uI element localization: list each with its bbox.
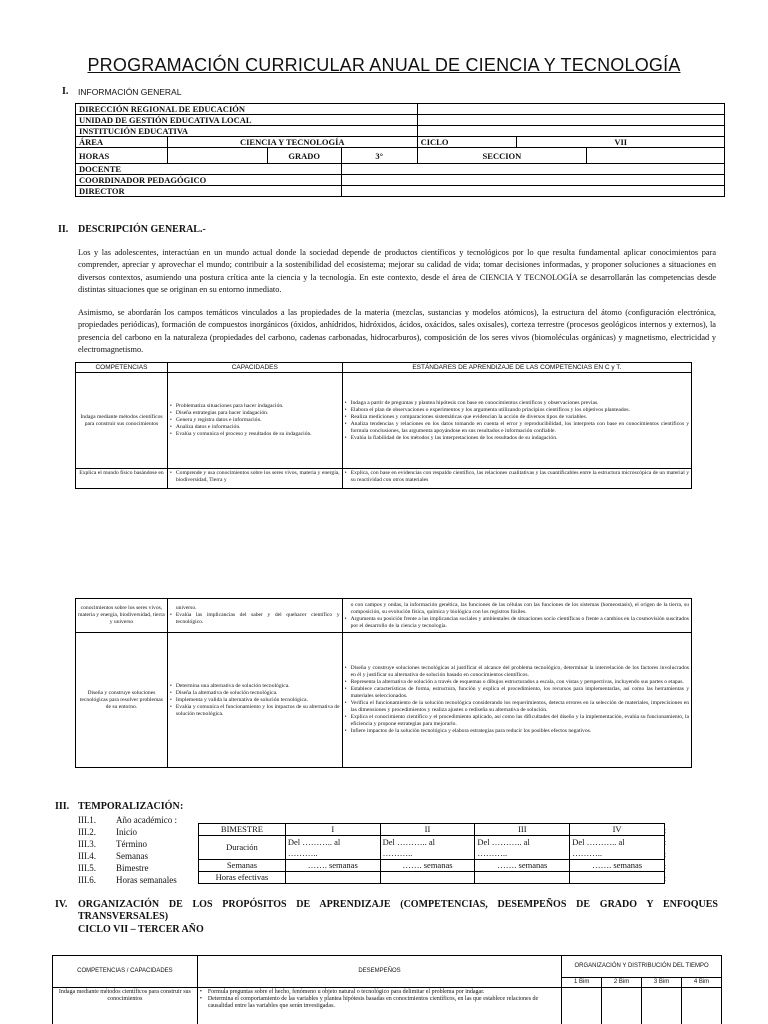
horas-cell-1[interactable] [285, 872, 380, 884]
competencies-table-continued [75, 598, 692, 768]
ciclo-label: CICLO [417, 137, 517, 148]
section-4-subheading: CICLO VII – TERCER AÑO [78, 924, 204, 935]
competencia-disena: Diseña y construye soluciones tecnológicas para resolver problemas de su entorno. [76, 633, 168, 768]
estandares-list-indaga [345, 400, 689, 442]
item-label: Horas semanales [116, 875, 177, 885]
dots-text: ……….. [287, 847, 318, 858]
estandares-list-disena [345, 665, 689, 735]
del-text: Del ……….. al [287, 836, 341, 847]
section-3-heading: TEMPORALIZACIÓN [78, 801, 180, 812]
header-desempenos: DESEMPEÑOS [197, 956, 561, 988]
dre-label: DIRECCIÓN REGIONAL DE EDUCACIÓN [76, 104, 418, 115]
del-text: Del ……….. al [572, 836, 625, 847]
list-item: • Determina una alternativa de solución tecnológica. [170, 683, 340, 690]
header-bim-3: 3 Bim [642, 978, 682, 988]
director-value[interactable] [341, 186, 724, 197]
grado-value: 3° [341, 148, 417, 164]
item-label: Semanas [116, 851, 148, 861]
list-item: • Implementa y valida la alternativa de solución tecnológica. [170, 697, 340, 704]
capacidades-list-explica-cont [170, 612, 340, 626]
description-paragraph-2: Asimismo, se abordarán los campos temáticos vinculados a las propiedades de la materia (mezclas, sustancias y modelos atómicos), la estructura del átomo (configuración electrónica, propiedades periódicas), formación de compuestos inorgánicos (óxidos, anhídridos, hidróxidos, ácidos, oxácidos, sales oxisales), corteza terrestre (procesos geológicos internos y externos), la presencia del carbono en la naturaleza (propiedades del carbono, cadenas carbonadas, hidrocarburos), composición de los seres vivos (biomoléculas orgánicas) y magnetismo, electricidad y electromagnetismo. [78, 308, 716, 354]
dre-value[interactable] [417, 104, 724, 115]
list-item: • Representa la alternativa de solución a través de esquemas o dibujos estructurados a escala, con vistas y perspectivas, incluyendo sus partes o etapas. [345, 679, 689, 686]
duracion-cell-3[interactable] [475, 836, 570, 860]
coordinador-label: COORDINADOR PEDAGÓGICO [76, 175, 342, 186]
del-text: Del ……….. al [477, 836, 530, 847]
item-number: III.3. [78, 839, 96, 849]
horas-value[interactable] [167, 148, 267, 164]
list-item: • Explica, con base en evidencias con respaldo científico, las relaciones cualitativas y las cuantificables entre la estructura microscópica de un material y su reactividad con otros materiales [345, 470, 689, 484]
list-item: • Evalúa la fiabilidad de los métodos y las interpretaciones de los resultados de su indagación. [345, 435, 689, 442]
bimestre-col-3: III [475, 824, 570, 836]
header-bim-4: 4 Bim [682, 978, 722, 988]
docente-value[interactable] [341, 164, 724, 175]
section-3-colon: : [180, 801, 184, 812]
list-item: • Comprende y usa conocimientos sobre los seres vivos, materia y energía, biodiversidad, Tierra y [170, 470, 340, 484]
list-item: • Determina el comportamiento de las variables y plantea hipótesis basadas en conocimientos científicos, en las que establece relaciones de causalidad entre las variables que serán investigadas. [200, 996, 559, 1010]
header-tiempo: ORGANIZACIÓN Y DISTRIBUCIÓN DEL TIEMPO [562, 956, 722, 978]
grado-label: GRADO [267, 148, 341, 164]
header-competencias: COMPETENCIAS [76, 363, 168, 373]
list-item: • Infiere impactos de la solución tecnológica y elabora estrategias para reducir los posibles efectos negativos. [345, 728, 689, 735]
coordinador-value[interactable] [341, 175, 724, 186]
area-value: CIENCIA Y TECNOLOGÍA [167, 137, 417, 148]
semanas-cell-2[interactable]: ……. semanas [380, 860, 475, 872]
item-number: III.1. [78, 815, 96, 825]
ugel-label: UNIDAD DE GESTIÓN EDUCATIVA LOCAL [76, 115, 418, 126]
bimestre-label: BIMESTRE [199, 824, 286, 836]
bimestre-col-1: I [285, 824, 380, 836]
bim-cell-1[interactable] [562, 988, 602, 1024]
description-paragraph-1: Los y las adolescentes, interactúan en un mundo actual donde la sociedad depende de productos científicos y tecnológicos por lo que resulta fundamental aplicar conocimientos para comprender, apreciar y aprovechar el mundo; contribuir a la sostenibilidad del ecosistema; mejorar su calidad de vida; tomar decisiones informadas, y proponer soluciones a situaciones en diversos contextos, asumiendo una postura crítica ante la ciencia y la tecnología. En este contexto, desde el área de CIENCIA Y TECNOLOGÍA se desarrollarán las competencias desde distintas situaciones que se originan en su entorno inmediato. [78, 248, 716, 294]
item-label: Bimestre [116, 863, 149, 873]
list-item: • Formula preguntas sobre el hecho, fenómeno u objeto natural o tecnológico para delimitar el problema por indagar. [200, 989, 559, 996]
docente-label: DOCENTE [76, 164, 342, 175]
capacidades-cont-text: universo. [175, 605, 197, 611]
ie-value[interactable] [417, 126, 724, 137]
semanas-cell-3[interactable]: ……. semanas [475, 860, 570, 872]
item-number: III.4. [78, 851, 96, 861]
list-item: • Elabora el plan de observaciones o experimentos y los argumenta utilizando principios científicos y los objetivos planteados. [345, 407, 689, 414]
section-2-number: II. [58, 224, 69, 235]
duracion-cell-2[interactable] [380, 836, 475, 860]
list-item: • Evalúa y comunica el proceso y resultados de su indagación. [170, 431, 340, 438]
area-label: ÁREA [76, 137, 168, 148]
header-bim-2: 2 Bim [602, 978, 642, 988]
capacidades-list-explica [170, 470, 340, 484]
ciclo-value: VII [517, 137, 725, 148]
director-label: DIRECTOR [76, 186, 342, 197]
organizacion-table [52, 955, 722, 1024]
list-item: • Evalúa y comunica el funcionamiento y los impactos de su alternativa de solución tecnológica. [170, 704, 340, 718]
semanas-cell-4[interactable]: ……. semanas [570, 860, 665, 872]
competencies-table [75, 362, 692, 489]
list-item: • Genera y registra datos e información. [170, 417, 340, 424]
seccion-value[interactable] [587, 148, 725, 164]
horas-cell-4[interactable] [570, 872, 665, 884]
semanas-cell-1[interactable]: ……. semanas [285, 860, 380, 872]
dots-text: ……….. [477, 847, 508, 858]
item-number: III.5. [78, 863, 96, 873]
item-number: III.2. [78, 827, 96, 837]
list-item: • Diseña y construye soluciones tecnológicas al justificar el alcance del problema tecnológico, determinar la interrelación de los factores involucrados en él y justificar su alternativa de solución basado en conocimientos científicos. [345, 665, 689, 679]
ugel-value[interactable] [417, 115, 724, 126]
capacidades-list-disena [170, 683, 340, 718]
list-item: • Explica el conocimiento científico y el procedimiento aplicado, así como las dificultades del diseño y la implementación, evalúa su funcionamiento, la eficiencia y propone estrategias para mejorarlo. [345, 714, 689, 728]
bimestre-table [198, 823, 665, 884]
right-margin-marks: : : : : : [664, 826, 667, 883]
bim-cell-2[interactable] [602, 988, 642, 1024]
section-1-heading: INFORMACIÓN GENERAL [78, 87, 182, 97]
list-item: • Evalúa las implicancias del saber y del quehacer científico y tecnológico. [170, 612, 340, 626]
section-4-number: IV. [55, 899, 68, 910]
list-item: • Problematiza situaciones para hacer indagación. [170, 403, 340, 410]
item-label: Año académico : [116, 815, 177, 825]
list-item: • Analiza datos e información. [170, 424, 340, 431]
estandares-list-explica-cont [345, 616, 689, 630]
header-bim-1: 1 Bim [562, 978, 602, 988]
bim-cell-4[interactable] [682, 988, 722, 1024]
dots-text: ……….. [382, 847, 413, 858]
list-item: • Indaga a partir de preguntas y plantea hipótesis con base en conocimientos científicos y observaciones previas. [345, 400, 689, 407]
horas-cell-2[interactable] [380, 872, 475, 884]
bimestre-col-2: II [380, 824, 475, 836]
list-item: • Diseña la alternativa de solución tecnológica. [170, 690, 340, 697]
bimestre-col-4: IV [570, 824, 665, 836]
list-item: • Realiza mediciones y comparaciones sistemáticas que evidencian la acción de diversos tipos de variables. [345, 414, 689, 421]
capacidades-list-indaga [170, 403, 340, 438]
list-item: • Establece características de forma, estructura, función y explica el procedimiento, los recursos para implementarlas, así como las herramientas y materiales seleccionados. [345, 686, 689, 700]
section-1-number: I. [62, 86, 69, 97]
competencia-explica-cont: conocimientos sobre los seres vivos, materia y energía, biodiversidad, tierra y universo [76, 599, 168, 633]
horas-label: HORAS [76, 148, 168, 164]
page-title: PROGRAMACIÓN CURRICULAR ANUAL DE CIENCIA Y TECNOLOGÍA [87, 55, 681, 75]
estandares-list-explica [345, 470, 689, 484]
dots-text: ……….. [572, 847, 602, 858]
section-3-number: III. [55, 801, 70, 812]
semanas-label: Semanas [199, 860, 286, 872]
seccion-label: SECCION [417, 148, 587, 164]
list-item: • Analiza tendencias y relaciones en los datos tomando en cuenta el error y reproducibilidad, los interpreta con base en conocimientos científicos y formula conclusiones, las argumenta apoyándose en sus resultados e información confiable. [345, 421, 689, 435]
section-4-heading: ORGANIZACIÓN DE LOS PROPÓSITOS DE APRENDIZAJE (COMPETENCIAS, DESEMPEÑOS DE GRADO Y ENFOQUES TRANSVERSALES) [78, 899, 718, 922]
header-capacidades: CAPACIDADES [167, 363, 342, 373]
bim-cell-3[interactable] [642, 988, 682, 1024]
temporalizacion-list [78, 814, 177, 886]
duracion-cell-4[interactable] [570, 836, 665, 860]
desempenos-list [200, 989, 559, 1010]
list-item: • Verifica el funcionamiento de la solución tecnológica considerando los requerimientos, detecta errores en la selección de materiales, imprecisiones en las dimensiones y procedimientos y realiza ajustes o rediseña su alternativa de solución. [345, 700, 689, 714]
competencia-explica: Explica el mundo físico basándose en [76, 469, 168, 489]
duracion-cell-1[interactable] [285, 836, 380, 860]
ie-label: INSTITUCIÓN EDUCATIVA [76, 126, 418, 137]
item-label: Inicio [116, 827, 137, 837]
estandares-cont-text: o con campos y ondas, la información genética, las funciones de las células con las funciones de los sistemas (homeostasis), el origen de la tierra, su composición, su evolución física, química y biológica con los registros fósiles. [350, 601, 689, 615]
general-info-table [75, 103, 725, 197]
item-number: III.6. [78, 875, 96, 885]
list-item: • Diseña estrategias para hacer indagación. [170, 410, 340, 417]
header-competencias-capacidades: COMPETENCIAS / CAPACIDADES [53, 956, 198, 988]
competencia-indaga: Indaga mediante métodos científicos para construir sus conocimientos [76, 373, 168, 469]
item-label: Término [116, 839, 147, 849]
horas-efectivas-label: Horas efectivas [199, 872, 286, 884]
horas-cell-3[interactable] [475, 872, 570, 884]
del-text: Del ……….. al [382, 836, 436, 847]
header-estandares: ESTÁNDARES DE APRENDIZAJE DE LAS COMPETENCIAS EN C y T. [342, 363, 691, 373]
duracion-label: Duración [199, 836, 286, 860]
list-item: • Argumenta su posición frente a las implicancias sociales y ambientales de situaciones socio científicas o frente a cambios en la cosmovisión suscitados por el desarrollo de la ciencia y tecnología. [345, 616, 689, 630]
org-competencia-indaga: Indaga mediante métodos científicos para construir sus conocimientos [53, 988, 198, 1024]
section-2-heading: DESCRIPCIÓN GENERAL.- [78, 224, 206, 235]
